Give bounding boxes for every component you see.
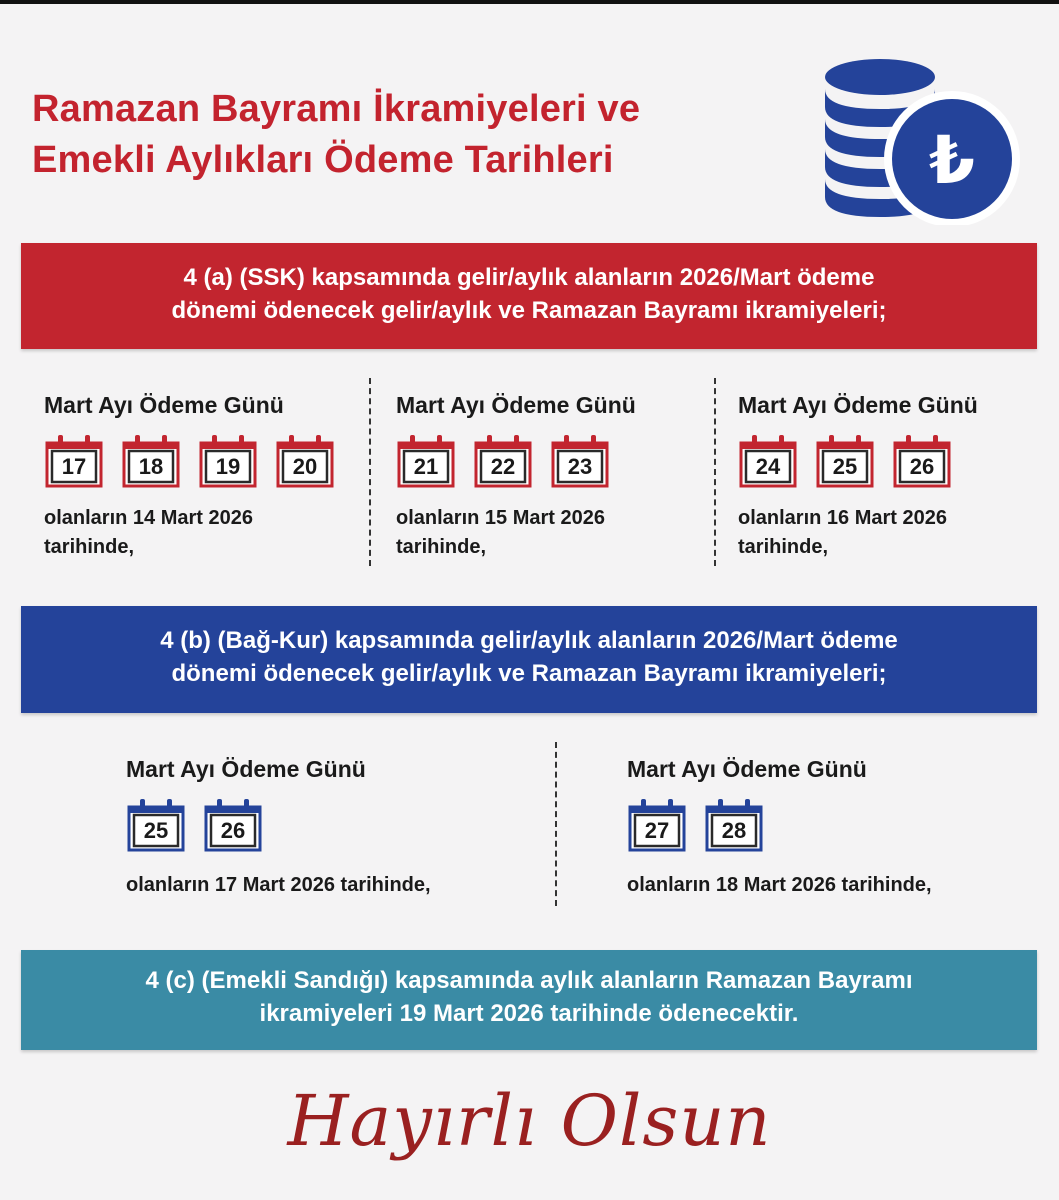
calendar-icon (738, 431, 798, 489)
group-title: Mart Ayı Ödeme Günü (738, 392, 978, 418)
calendar-icon (198, 431, 258, 489)
ssk-banner (21, 243, 1037, 349)
es-banner-line-2: ikramiyeleri 19 Mart 2026 tarihinde ödenecektir. (259, 1000, 799, 1027)
group-title: Mart Ayı Ödeme Günü (396, 392, 636, 418)
page-title (32, 84, 822, 186)
calendar-row (396, 431, 610, 489)
ssk-group-1 (44, 392, 318, 558)
calendar-icon (203, 795, 263, 853)
bagkur-banner-line-1: 4 (b) (Bağ-Kur) kapsamında gelir/aylık alanların 2026/Mart ödeme (160, 627, 898, 654)
divider (714, 378, 716, 566)
calendar-row (44, 431, 335, 489)
calendar-day: 17 (61, 454, 87, 479)
calendar-icon (815, 431, 875, 489)
group-desc-line-1: olanların 16 Mart 2026 (738, 507, 947, 529)
calendar-row (126, 795, 263, 853)
closing-greeting: Hayırlı Olsun (287, 1080, 772, 1162)
top-border (0, 0, 1059, 4)
group-title: Mart Ayı Ödeme Günü (44, 392, 284, 418)
ssk-banner-line-2: dönemi ödenecek gelir/aylık ve Ramazan Bayramı ikramiyeleri; (171, 297, 887, 324)
calendar-day: 27 (644, 818, 670, 843)
group-desc: olanların 17 Mart 2026 tarihinde, (126, 874, 431, 896)
emekli-sandigi-banner (21, 950, 1037, 1050)
calendar-row (738, 431, 952, 489)
group-desc-line-2: tarihinde, (396, 536, 487, 558)
calendar-day: 19 (215, 454, 241, 479)
group-desc-line-2: tarihinde, (44, 536, 135, 558)
lira-symbol: ₺ (929, 122, 975, 199)
bagkur-banner-line-2: dönemi ödenecek gelir/aylık ve Ramazan Bayramı ikramiyeleri; (171, 660, 887, 687)
divider (369, 378, 371, 566)
group-desc-line-2: tarihinde, (738, 536, 829, 558)
calendar-icon (396, 431, 456, 489)
calendar-icon (627, 795, 687, 853)
group-desc: olanların 18 Mart 2026 tarihinde, (627, 874, 932, 896)
calendar-day: 24 (755, 454, 781, 479)
calendar-day: 23 (567, 454, 593, 479)
calendar-icon (550, 431, 610, 489)
calendar-day: 22 (490, 454, 516, 479)
es-banner-line-1: 4 (c) (Emekli Sandığı) kapsamında aylık alanların Ramazan Bayramı (145, 967, 913, 994)
group-title: Mart Ayı Ödeme Günü (627, 756, 867, 782)
bagkur-group-1 (126, 756, 431, 896)
bagkur-banner (21, 606, 1037, 713)
ssk-banner-line-1: 4 (a) (SSK) kapsamında gelir/aylık alanların 2026/Mart ödeme (183, 264, 875, 291)
calendar-day: 28 (721, 818, 747, 843)
title-line-1: Ramazan Bayramı İkramiyeleri ve (32, 88, 641, 130)
coin-stack-lira-icon (820, 55, 1025, 225)
calendar-icon (126, 795, 186, 853)
group-desc-line-1: olanların 14 Mart 2026 (44, 507, 253, 529)
calendar-day: 25 (832, 454, 858, 479)
group-title: Mart Ayı Ödeme Günü (126, 756, 366, 782)
ssk-group-2 (396, 392, 636, 558)
calendar-day: 21 (413, 454, 439, 479)
calendar-icon (892, 431, 952, 489)
calendar-row (627, 795, 764, 853)
calendar-day: 26 (220, 818, 246, 843)
calendar-icon (121, 431, 181, 489)
calendar-day: 20 (292, 454, 318, 479)
group-desc-line-1: olanların 15 Mart 2026 (396, 507, 605, 529)
calendar-day: 18 (138, 454, 164, 479)
divider (555, 742, 557, 906)
ssk-group-3 (738, 392, 978, 558)
calendar-icon (275, 431, 335, 489)
calendar-icon (473, 431, 533, 489)
calendar-day: 25 (143, 818, 169, 843)
title-line-2: Emekli Aylıkları Ödeme Tarihleri (32, 139, 614, 181)
calendar-day: 26 (909, 454, 935, 479)
bagkur-group-2 (627, 756, 932, 896)
calendar-icon (704, 795, 764, 853)
calendar-icon (44, 431, 104, 489)
